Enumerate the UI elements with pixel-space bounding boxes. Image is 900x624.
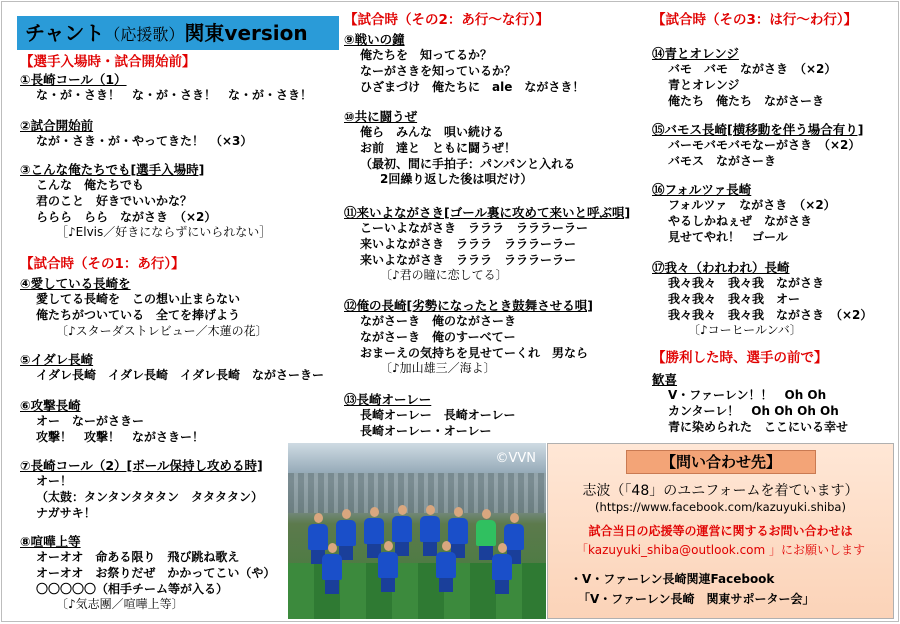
song-line: 攻撃！ 攻撃！ ながさきー！ (36, 429, 205, 444)
song-line: 我々我々 我々我 ながさき (668, 276, 825, 290)
team-photo (288, 443, 546, 619)
song-title: ⑰我々（われわれ）長崎 (652, 260, 790, 275)
song-15 (652, 122, 898, 170)
song-title: ⑬長崎オーレー (344, 392, 432, 407)
song-title: ③こんな俺たちでも[選手入場時] (20, 162, 205, 177)
song-line: 我々我々 我々我 オー (668, 291, 801, 306)
contact-box (547, 443, 894, 619)
song-line: 〇〇〇〇〇（相手チーム等が入る） (36, 581, 229, 596)
song-line: 長崎オーレー 長崎オーレー (360, 408, 516, 422)
section-win-heading: 【勝利した時、選手の前で】 (652, 350, 828, 366)
song-note: 〔♪君の瞳に恋してる〕 (380, 268, 508, 283)
song-title: ④愛している長崎を (20, 276, 131, 291)
song-win (652, 372, 898, 435)
section-entry-heading: 【選手入場時・試合開始前】 (20, 54, 196, 70)
song-9 (344, 32, 644, 95)
song-5 (20, 352, 338, 384)
song-title: 歓喜 (652, 372, 678, 387)
song-line: 2回繰り返した後は唄だけ） (380, 172, 533, 187)
song-line: こんな 俺たちでも (36, 178, 144, 192)
song-line: オーオオ お祭りだぜ かかってこい（や） (36, 565, 276, 580)
song-2 (20, 118, 338, 150)
song-line: バモス ながさーき (668, 153, 777, 168)
contact-heading: 【問い合わせ先】 (626, 450, 816, 474)
song-title: ⑭青とオレンジ (652, 46, 739, 61)
song-note: 〔♪加山雄三／海よ〕 (380, 361, 496, 376)
chant-sheet (1, 1, 899, 622)
song-14 (652, 46, 898, 109)
song-line: ながさーき 俺のすーべてー (360, 329, 516, 344)
song-line: 青とオレンジ (668, 77, 740, 92)
song-title: ⑦長崎コール（2）[ボール保持し攻める時] (20, 458, 263, 473)
song-line: フォルツァ ながさき （×2） (668, 198, 836, 212)
song-4 (20, 276, 338, 339)
contact-email[interactable]: 「kazuyuki_shiba@outlook.com 」にお願いします (575, 543, 866, 557)
song-line: ナガサキ！ (36, 505, 96, 520)
song-3 (20, 162, 338, 241)
song-10 (344, 109, 644, 188)
song-line: なーがさきを知っているか？ (360, 63, 517, 78)
song-title: ⑯フォルツァ長崎 (652, 182, 752, 197)
facebook-label: ・V・ファーレン長崎関連Facebook (570, 572, 775, 586)
song-note: 〔♪スターダストレビュー／木蓮の花〕 (56, 323, 268, 338)
song-title: ⑥攻撃長崎 (20, 398, 81, 413)
song-title: ⑧喧嘩上等 (20, 534, 81, 549)
song-title: ⑪来いよながさき[ゴール裏に攻めて来いと呼ぶ唄] (344, 205, 631, 220)
song-line: 君のこと 好きでいいかな？ (36, 193, 193, 208)
song-line: オーオオ 命ある限り 飛び跳ね歌え (36, 550, 240, 564)
song-line: イダレ長崎 イダレ長崎 イダレ長崎 ながさーきー (36, 368, 325, 382)
song-title: ②試合開始前 (20, 118, 94, 133)
page-title (17, 16, 339, 50)
song-line: なが・さき・が・やってきた！ （×3） (36, 134, 253, 148)
song-line: 愛してる長崎を この想い止まらない (36, 292, 241, 306)
song-note: 〔♪気志團／喧嘩上等〕 (56, 597, 184, 612)
song-line: 見せてやれ！ ゴール (668, 229, 788, 244)
song-line: （太鼓：タンタンタタタン タタタタン） (36, 489, 264, 504)
song-17 (652, 260, 898, 339)
song-note: 〔♪コーヒールンバ〕 (688, 323, 802, 338)
song-title: ⑤イダレ長崎 (20, 352, 94, 367)
song-line: おまーえの気持ちを見せてーくれ 男なら (360, 345, 589, 360)
player-figure (378, 541, 398, 592)
title-main: チャント (25, 21, 105, 45)
photo-copyright: ©VVN (495, 451, 536, 466)
player-figure (436, 541, 456, 592)
song-line: （最初、間に手拍子：パンパンと入れる (360, 156, 576, 171)
song-line: やるしかねぇぜ ながさき (668, 213, 813, 228)
song-line: 青に染められた ここにいる幸せ (668, 419, 849, 434)
song-line: な・が・さき！ な・が・さき！ な・が・さき！ (36, 88, 313, 102)
stadium-stand (288, 473, 546, 513)
song-line: こーいよながさき ラララ ラララーラー (360, 221, 589, 235)
section-match2-heading: 【試合時（その2：あ行～な行）】 (344, 12, 550, 28)
song-line: ひざまづけ 俺たちに ale ながさき！ (360, 79, 585, 94)
song-title: ⑮バモス長崎[横移動を伴う場合有り] (652, 122, 864, 137)
player-figure (322, 543, 342, 594)
song-title: ①長崎コール（1） (20, 72, 127, 87)
song-13 (344, 392, 644, 440)
song-line: ながさーき 俺のながさーき (360, 314, 517, 328)
song-line: お前 達と ともに闘うぜ！ (360, 140, 517, 155)
song-line: 長崎オーレー・オーレー (360, 423, 492, 438)
song-line: 俺ら みんな 唄い続ける (360, 125, 505, 139)
song-line: 我々我々 我々我 ながさき （×2） (668, 307, 873, 322)
song-12 (344, 298, 644, 377)
song-11 (344, 205, 644, 284)
song-1 (20, 72, 338, 104)
song-6 (20, 398, 338, 446)
song-line: 俺たちを 知ってるか？ (360, 48, 493, 62)
song-line: 来いよながさき ラララ ラララーラー (360, 236, 577, 251)
song-line: オー なーがさきー (36, 414, 145, 428)
song-title: ⑩共に闘うぜ (344, 109, 418, 124)
song-line: 俺たちがついている 全てを捧げよう (36, 307, 241, 322)
song-line: ららら らら ながさき （×2） (36, 209, 217, 224)
song-line: オー！ (36, 474, 73, 488)
song-line: 来いよながさき ラララ ラララーラー (360, 252, 577, 267)
section-match3-heading: 【試合時（その3：は行～わ行）】 (652, 12, 858, 28)
song-line: 俺たち 俺たち ながさーき (668, 93, 825, 108)
song-line: バーモバモバモなーがさき （×2） (668, 138, 861, 152)
title-paren: （応援歌） (104, 25, 185, 44)
player-figure (492, 543, 512, 594)
song-title: ⑫俺の長崎[劣勢になったとき鼓舞させる唄] (344, 298, 593, 313)
song-line: カンターレ！ Oh Oh Oh Oh (668, 403, 839, 418)
song-note: ［♪Elvis／好きにならずにいられない］ (56, 225, 272, 240)
section-match1-heading: 【試合時（その1：あ行）】 (20, 256, 185, 272)
facebook-group-name: 「V・ファーレン長崎 関東サポーター会」 (578, 592, 815, 606)
title-rest: 関東version (184, 21, 308, 45)
song-line: バモ バモ ながさき （×2） (668, 62, 837, 76)
song-16 (652, 182, 898, 245)
song-title: ⑨戦いの鐘 (344, 32, 405, 47)
contact-note: 試合当日の応援等の運営に関するお問い合わせは (588, 524, 853, 538)
contact-url[interactable]: (https://www.facebook.com/kazuyuki.shiba) (595, 500, 846, 514)
contact-name: 志波（「48」のユニフォームを着ています） (582, 483, 859, 499)
song-line: V・ファーレン！！ Oh Oh (668, 388, 827, 402)
